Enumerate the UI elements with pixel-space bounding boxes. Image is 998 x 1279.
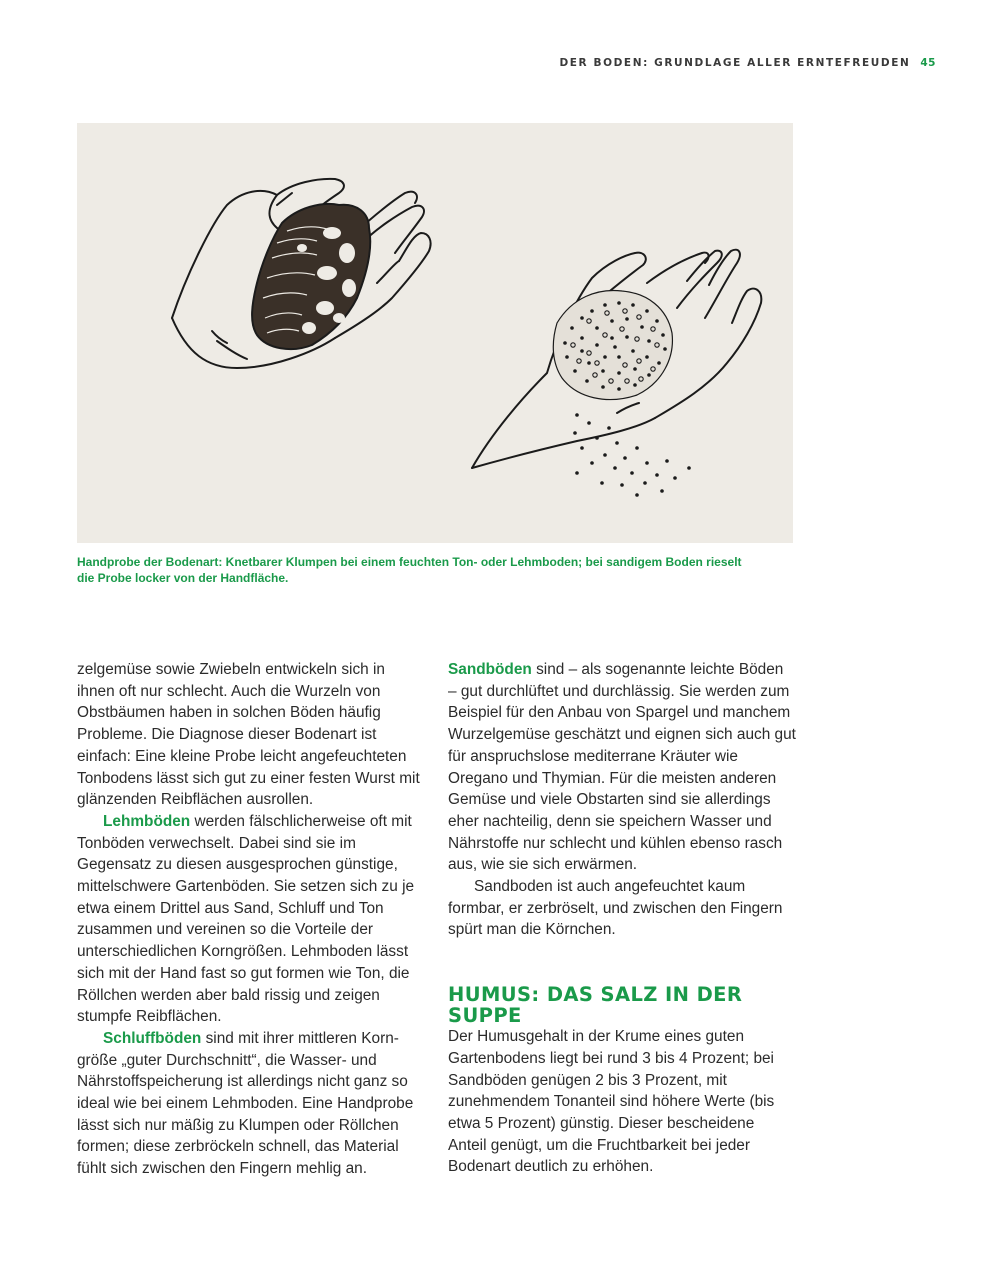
paragraph-schluffboeden-text: sind mit ihrer mittleren Korngröße „guter Durchschnitt“, die Wasser- und Nährstoffspeicherung ist allerdings nicht ganz so ideal wie bei einem Lehmboden. Eine Handprobe lässt sich nur mäßig zu Klumpen oder Röllchen formen; diese zerbröckeln schnell, das Material fühlt sich zwischen den Fingern mehlig an. xyxy=(77,1029,414,1178)
right-column xyxy=(448,659,796,1178)
section-heading-humus: HUMUS: DAS SALZ IN DER SUPPE xyxy=(448,983,743,1028)
paragraph-sandboeden-text: sind – als sogenannte leichte Böden – gut durchlüftet und durchlässig. Sie werden zum Beispiel für den Anbau von Spargel und manchem Wurzelgemüse geschätzt und eignen sich auch gut für anspruchslose mediterrane Kräuter wie Oregano und Thymian. Für die meisten anderen Gemüse und viele Obstarten sind sie allerdings eher nachteilig, denn sie speichern Wasser und Nährstoffe nur schlecht und kühlen ebenso rasch aus, wie sie sich erwärmen. xyxy=(448,661,796,874)
paragraph-tonboden: zelgemüse sowie Zwiebeln entwickeln sich in ihnen oft nur schlecht. Auch die Wurzeln von Obstbäumen haben in solchen Böden häufig Probleme. Die Diagnose dieser Bodenart ist einfach: Eine kleine Probe leicht angefeuchteten Tonbodens lässt sich gut zu einer festen Wurst mit glänzenden Reibflächen ausrollen. xyxy=(77,661,420,809)
running-title: DER BODEN: GRUNDLAGE ALLER ERNTEFREUDEN xyxy=(559,57,911,69)
paragraph-lehmboeden-text: werden fälschlicherweise oft mit Tonböden verwechselt. Dabei sind sie im Gegensatz zu diesen ausgesprochen günstige, mittelschwere Gartenböden. Sie setzen sich zu je etwa einem Drittel aus Sand, Schluff und Ton zusammen und vereinen so die Vorteile der unterschiedlichen Korngrößen. Lehmboden lässt sich mit der Hand fast so gut formen wie Ton, die Röllchen werden aber bald rissig und zeigen stumpfe Reibflächen. xyxy=(77,812,415,1026)
keyword-lehmboeden: Lehmböden xyxy=(103,812,191,830)
paragraph-schluffboeden xyxy=(77,1028,425,1180)
keyword-sandboeden: Sandböden xyxy=(448,661,532,678)
paragraph-lehmboeden xyxy=(77,811,425,1028)
paragraph-sandboeden xyxy=(448,659,796,876)
page-number: 45 xyxy=(920,57,936,69)
paragraph-sandboden-test: Sandboden ist auch angefeuchtet kaum formbar, er zerbröselt, und zwischen den Fingern spürt man die Körnchen. xyxy=(448,878,783,939)
figure-caption: Handprobe der Bodenart: Knetbarer Klumpen bei einem feuchten Ton- oder Lehmboden; bei sandigem Boden rieselt die Probe locker von der Handfläche. xyxy=(77,555,742,585)
keyword-schluffboeden: Schluffböden xyxy=(103,1029,202,1047)
running-head xyxy=(559,57,936,69)
figure-hand-soil-samples xyxy=(77,123,793,543)
sand-pile-icon xyxy=(553,290,691,496)
left-column xyxy=(77,659,425,1180)
paragraph-humus: Der Humusgehalt in der Krume eines guten Gartenbodens liegt bei rund 3 bis 4 Prozent; bei Sandböden genügen 2 bis 3 Prozent, mit zunehmendem Tonanteil sind höhere Werte (bis etwa 5 Prozent) günstig. Dieser bescheidene Anteil genügt, um die Fruchtbarkeit bei jeder Bodenart deutlich zu erhöhen. xyxy=(448,1028,775,1176)
